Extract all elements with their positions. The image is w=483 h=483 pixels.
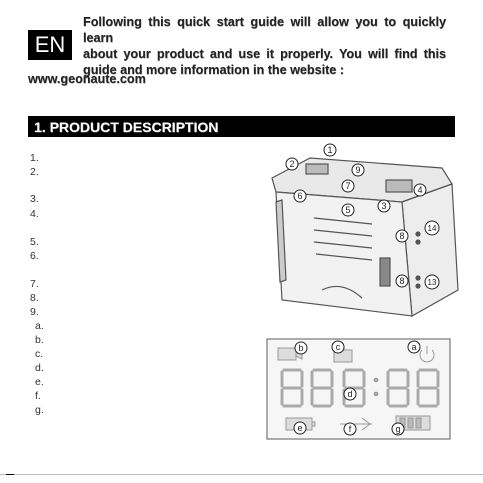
callout-number: 1	[327, 145, 333, 155]
list-number: 9.	[30, 306, 39, 318]
page-divider	[0, 474, 483, 475]
callout-number: 7	[345, 181, 351, 191]
list-number: 5.	[30, 236, 39, 248]
list-letter: b.	[35, 334, 44, 346]
list-number: 1.	[30, 152, 39, 164]
callout-letter: d	[347, 389, 353, 399]
callout-number: 8	[399, 276, 405, 286]
intro-line: guide and more information in the website :	[83, 63, 344, 77]
list-number: 4.	[30, 208, 39, 220]
callout-letter: b	[298, 343, 304, 353]
callout-number: 4	[417, 185, 423, 195]
callout-number: 14	[427, 224, 437, 233]
callout-number: 8	[399, 231, 405, 241]
page-mark	[6, 474, 14, 475]
list-number: 7.	[30, 278, 39, 290]
list-letter: a.	[35, 320, 44, 332]
callout-letter: e	[297, 423, 303, 433]
section-title: 1. PRODUCT DESCRIPTION	[34, 119, 219, 135]
website-link[interactable]: www.geonaute.com	[28, 72, 146, 86]
callout-letter: a	[411, 342, 417, 352]
list-letter: f.	[35, 390, 41, 402]
list-number: 3.	[30, 193, 39, 205]
list-letter: e.	[35, 376, 44, 388]
list-letter: d.	[35, 362, 44, 374]
list-number: 6.	[30, 250, 39, 262]
intro-text	[83, 14, 446, 78]
list-letter: c.	[35, 348, 44, 360]
callout-number: 5	[345, 205, 351, 215]
callout-number: 6	[297, 191, 303, 201]
callout-letter: c	[335, 342, 341, 352]
lang-badge: EN	[28, 30, 72, 60]
callout-number: 3	[381, 201, 387, 211]
list-number: 8.	[30, 292, 39, 304]
intro-line: Following this quick start guide will allow you to quickly learn	[83, 15, 446, 45]
callout-letter: f	[348, 424, 352, 434]
callout-number: 9	[355, 165, 361, 175]
lcd-display-illustration	[266, 338, 451, 440]
callout-number: 13	[427, 278, 437, 287]
list-number: 2.	[30, 166, 39, 178]
camera-product-illustration	[262, 140, 462, 320]
intro-line: about your product and use it properly. You will find this	[83, 47, 446, 61]
list-letter: g.	[35, 404, 44, 416]
callout-letter: g	[395, 424, 401, 434]
section-header	[28, 116, 455, 137]
callout-number: 2	[289, 159, 295, 169]
